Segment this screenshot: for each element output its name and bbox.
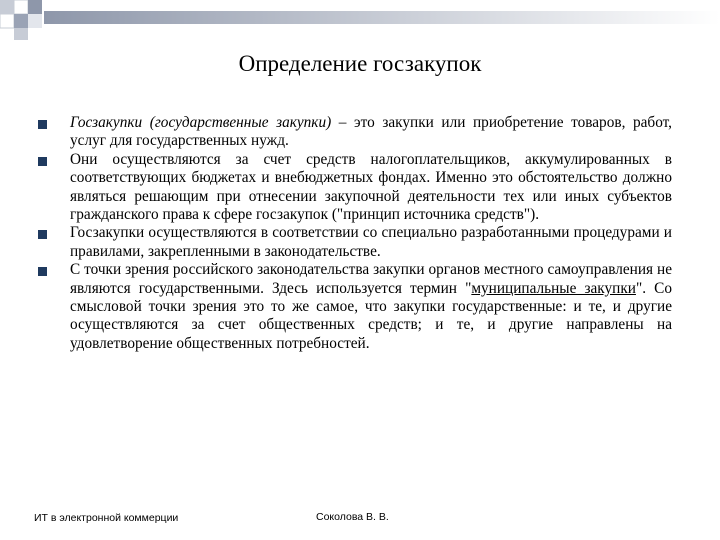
deco-square — [14, 28, 28, 40]
square-bullet-icon — [38, 120, 47, 129]
header-gradient-bar — [44, 11, 720, 24]
bullet-list — [38, 114, 672, 353]
municipal-procurement-link[interactable]: муниципальные закупки — [471, 279, 636, 297]
bullet-text: Госзакупки осуществляются в соответствии со специально разработанными процедурами и правилами, закрепленными в законодательстве. — [70, 224, 672, 260]
deco-square — [28, 14, 42, 28]
deco-square — [28, 0, 42, 14]
deco-square — [14, 14, 28, 28]
square-bullet-icon — [38, 157, 47, 166]
deco-square — [0, 0, 14, 14]
slide-title: Определение госзакупок — [238, 51, 482, 76]
deco-square — [0, 14, 14, 28]
bullet-item-definition — [38, 114, 672, 151]
term-goszakupki: Госзакупки (государственные закупки) — [70, 114, 332, 131]
header-decoration — [0, 0, 720, 40]
bullet-item-funding — [38, 151, 672, 225]
deco-square — [14, 0, 28, 14]
footer-course-title: ИТ в электронной коммерции — [34, 512, 179, 524]
footer-author: Соколова В. В. — [316, 511, 389, 523]
bullet-text: Они осуществляются за счет средств налогоплательщиков, аккумулированных в соответствующих бюджетах и внебюджетных фондах. Именно это обстоятельство должно являться решающим при отнесении закупочной деятельности тех или иных субъектов гражданского права к сфере госзакупок ("принцип источника средств"). — [70, 150, 672, 224]
bullet-text: С точки зрения российского законодательства закупки органов местного самоуправления не являются государственными. Здесь используется термин " — [70, 261, 672, 297]
bullet-text: ". Со смысловой точки зрения это то же самое, что закупки государственные: и те, и другие осуществляются за счет общественных средств; и те, и другие направлены на удовлетворение общественных потребностей. — [70, 279, 672, 352]
square-bullet-icon — [38, 267, 47, 276]
bullet-item-municipal — [38, 261, 672, 353]
bullet-item-procedures — [38, 224, 672, 261]
square-bullet-icon — [38, 230, 47, 239]
bullet-text: – это закупки или приобретение товаров, работ, услуг для государственных нужд. — [70, 114, 673, 150]
